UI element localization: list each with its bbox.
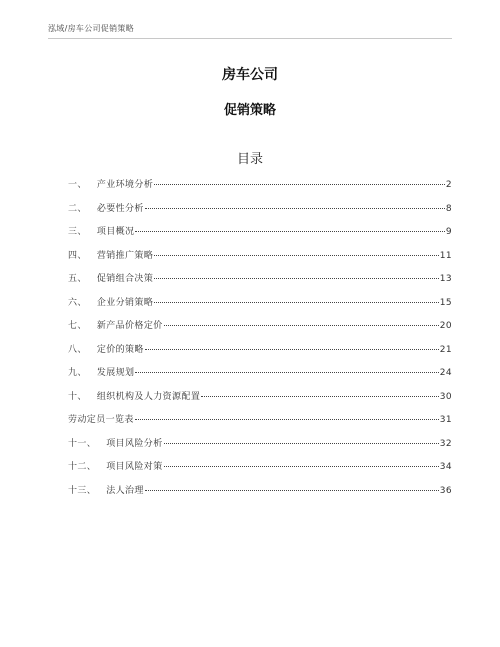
toc-dot-leader xyxy=(154,184,445,185)
toc-entry-number: 十一、 xyxy=(68,438,97,449)
toc-entry-number: 五、 xyxy=(68,274,87,284)
toc-dot-leader xyxy=(135,372,438,373)
toc-heading: 目录 xyxy=(236,152,263,167)
toc-dot-leader xyxy=(164,443,439,444)
header-divider xyxy=(48,38,452,39)
toc-dot-leader xyxy=(154,302,439,303)
toc-entry-title: 定价的策略 xyxy=(96,344,144,355)
toc-entry-page: 8 xyxy=(445,203,452,214)
toc-entry-page: 36 xyxy=(439,485,452,496)
toc-entry-title: 企业分销策略 xyxy=(96,297,154,308)
toc-entry[interactable] xyxy=(68,480,452,504)
toc-entry-number: 四、 xyxy=(68,250,87,261)
toc-entry[interactable] xyxy=(68,339,452,363)
toc-entry-number: 八、 xyxy=(68,344,87,355)
toc-entry-title: 新产品价格定价 xyxy=(96,321,163,331)
toc-dot-leader xyxy=(145,349,439,350)
toc-entry-title: 法人治理 xyxy=(106,485,144,496)
document-subtitle: 促销策略 xyxy=(223,103,276,118)
toc-entry[interactable] xyxy=(68,315,452,339)
toc-entry-page: 11 xyxy=(439,250,452,261)
toc-entry-page: 20 xyxy=(439,321,452,331)
toc-dot-leader xyxy=(201,396,439,397)
toc-entry-page: 2 xyxy=(445,180,452,190)
toc-entry[interactable] xyxy=(68,292,452,316)
toc-entry-title: 发展规划 xyxy=(96,368,135,378)
toc-dot-leader xyxy=(145,490,439,491)
toc-entry-title: 项目风险对策 xyxy=(106,462,163,472)
toc-entry-page: 30 xyxy=(439,391,452,402)
toc-entry-page: 21 xyxy=(439,344,452,355)
toc-dot-leader xyxy=(164,466,439,467)
toc-entry-page: 9 xyxy=(445,227,452,237)
toc-entry-title: 营销推广策略 xyxy=(96,250,154,261)
toc-entry-title: 促销组合决策 xyxy=(96,274,154,284)
toc-entry-number: 十、 xyxy=(68,391,87,402)
toc-entry-number: 二、 xyxy=(68,203,87,214)
toc-entry[interactable] xyxy=(68,245,452,269)
toc-entry-number: 十二、 xyxy=(68,462,97,472)
toc-entry-number: 一、 xyxy=(68,180,87,190)
toc-entry-page: 32 xyxy=(439,438,452,449)
toc-entry-title: 产业环境分析 xyxy=(96,180,154,190)
toc-entry-title: 劳动定员一览表 xyxy=(68,415,134,425)
toc-entry[interactable] xyxy=(68,386,452,410)
toc-entry[interactable] xyxy=(68,198,452,222)
toc-dot-leader xyxy=(145,208,445,209)
toc-entry[interactable] xyxy=(68,409,452,433)
toc-entry-page: 24 xyxy=(439,368,452,378)
toc-entry-page: 34 xyxy=(439,462,452,472)
toc-dot-leader xyxy=(135,419,439,420)
toc-dot-leader xyxy=(164,325,439,326)
toc-entry[interactable] xyxy=(68,433,452,457)
table-of-contents xyxy=(68,174,452,503)
toc-entry-number: 九、 xyxy=(68,368,87,378)
toc-dot-leader xyxy=(154,278,439,279)
toc-dot-leader xyxy=(135,231,444,232)
document-title: 房车公司 xyxy=(222,67,278,83)
toc-entry[interactable] xyxy=(68,221,452,245)
toc-entry[interactable] xyxy=(68,174,452,198)
toc-dot-leader xyxy=(154,255,439,256)
toc-entry-title: 必要性分析 xyxy=(96,203,144,214)
toc-entry-number: 七、 xyxy=(68,321,87,331)
toc-entry[interactable] xyxy=(68,362,452,386)
toc-entry[interactable] xyxy=(68,268,452,292)
toc-entry-number: 六、 xyxy=(68,297,87,308)
running-header: 泓域/房车公司促销策略 xyxy=(48,24,134,33)
toc-entry-number: 三、 xyxy=(68,227,87,237)
toc-entry-page: 15 xyxy=(439,297,452,308)
toc-entry-page: 13 xyxy=(439,274,452,284)
toc-entry-title: 项目风险分析 xyxy=(106,438,163,449)
toc-entry-page: 31 xyxy=(439,415,452,425)
toc-entry[interactable] xyxy=(68,456,452,480)
toc-entry-number: 十三、 xyxy=(68,485,97,496)
toc-entry-title: 组织机构及人力资源配置 xyxy=(96,391,201,402)
toc-entry-title: 项目概况 xyxy=(96,227,135,237)
